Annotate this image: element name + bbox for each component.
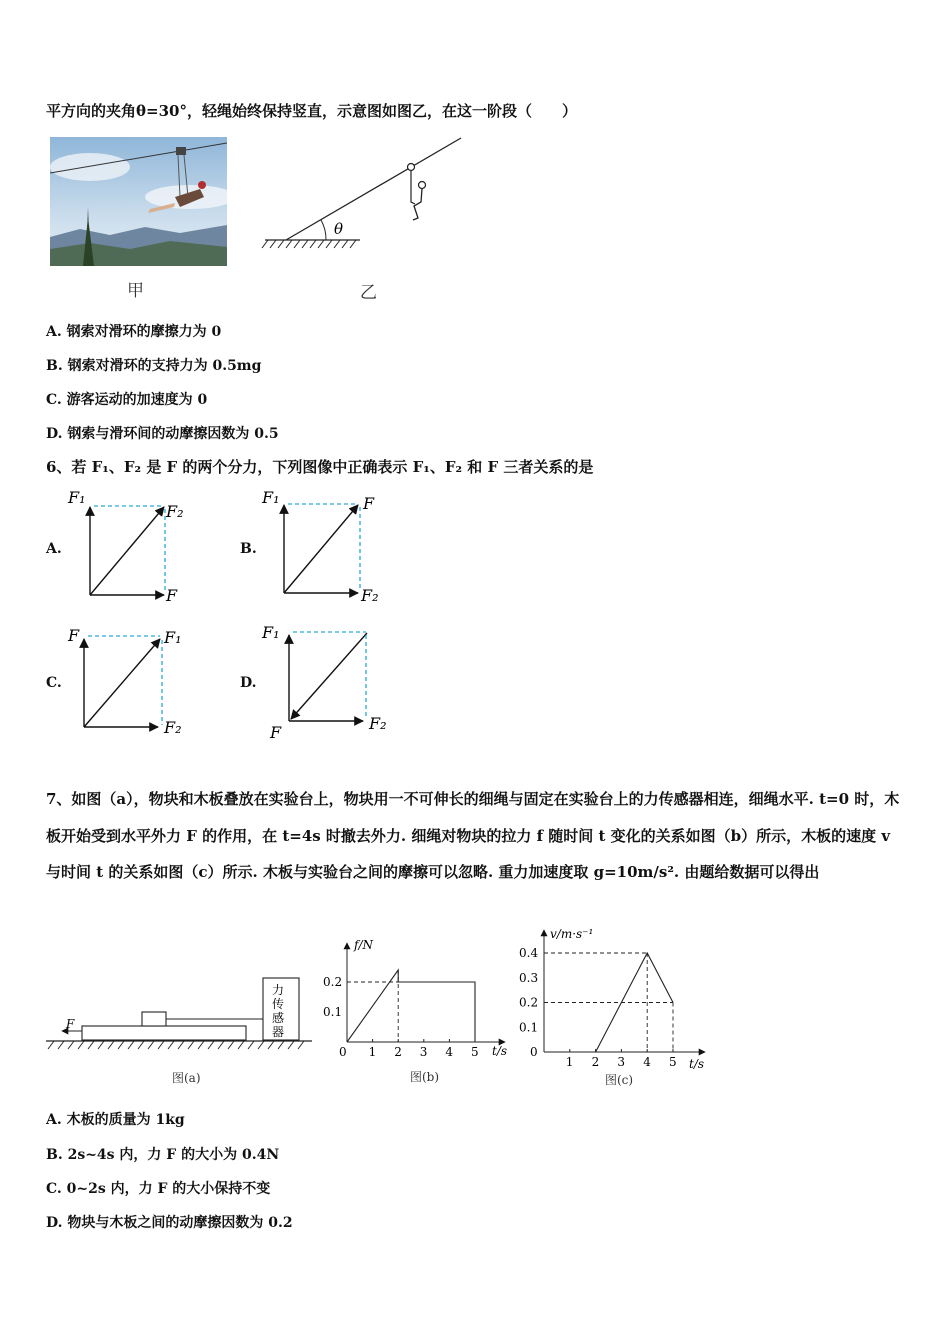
b-top-left-label: F₁ <box>262 488 280 507</box>
d-bottom-right-label: F₂ <box>369 714 387 733</box>
fig-b-xtick: 3 <box>419 1045 428 1059</box>
diagram-d <box>261 623 387 742</box>
vector-diagrams <box>60 485 400 750</box>
sensor-char-3: 感 <box>272 1011 285 1025</box>
fig-c-ytick: 0.2 <box>519 995 539 1010</box>
q6-label-b: B. <box>240 541 257 557</box>
q7-stem <box>46 781 908 891</box>
fig-b-ylabel: f/N <box>354 938 373 952</box>
a-top-left-label: F₁ <box>68 488 86 507</box>
fig-b-xtick: 2 <box>394 1045 402 1059</box>
a-top-right-label: F₂ <box>166 502 184 521</box>
fig-b-xtick: 0 <box>339 1045 347 1059</box>
fig-b-chart <box>320 935 515 1087</box>
q7-option-b: B. 2s~4s 内，力 F 的大小为 0.4N <box>46 1147 280 1163</box>
c-bottom-right-label: F₂ <box>164 718 182 737</box>
sensor-char-4: 器 <box>272 1025 285 1039</box>
q5-option-a: A. 钢索对滑环的摩擦力为 0 <box>46 324 222 340</box>
fig-b-xlabel: t/s <box>492 1044 508 1058</box>
fig-b-series <box>347 970 475 1042</box>
q5-stem-tail: 平方向的夹角θ=30°，轻绳始终保持竖直，示意图如图乙，在这一阶段（ ） <box>46 102 577 120</box>
fig-c-ytick: 0.3 <box>519 970 539 985</box>
d-top-left-label: F₁ <box>262 623 280 642</box>
q6-label-c: C. <box>46 675 62 691</box>
d-bottom-left-label: F <box>270 723 282 742</box>
a-bottom-right-label: F <box>166 586 178 605</box>
zipline-photo <box>50 137 227 266</box>
fig-c-ytick: 0.1 <box>519 1020 539 1035</box>
fig-b-xtick: 5 <box>471 1045 479 1059</box>
fig-a-caption: 图(a) <box>172 1071 201 1085</box>
fig-c-caption: 图(c) <box>605 1073 634 1087</box>
q5-option-c: C. 游客运动的加速度为 0 <box>46 392 208 408</box>
b-top-right-label: F <box>363 494 375 513</box>
fig-jia-caption: 甲 <box>127 281 144 301</box>
fig-c-xlabel: t/s <box>689 1057 705 1071</box>
c-top-right-label: F₁ <box>164 628 182 647</box>
diagram-b <box>261 488 379 605</box>
fig-c-xtick: 3 <box>617 1055 626 1069</box>
q7-option-c: C. 0~2s 内，力 F 的大小保持不变 <box>46 1181 271 1197</box>
b-bottom-right-label: F₂ <box>361 586 379 605</box>
fig-b-xtick: 1 <box>368 1045 377 1059</box>
q6-label-a: A. <box>46 541 62 557</box>
sensor-char-2: 传 <box>272 997 285 1011</box>
fig-c-chart <box>515 920 715 1090</box>
fig-b-xtick: 4 <box>445 1045 454 1059</box>
q6-label-d: D. <box>240 675 257 691</box>
diagram-a <box>67 488 184 605</box>
q7-option-d: D. 物块与木板之间的动摩擦因数为 0.2 <box>46 1215 293 1231</box>
fig-b-ytick: 0.2 <box>323 975 343 989</box>
fig-c-xtick: 5 <box>669 1055 677 1069</box>
fig-c-xtick: 2 <box>591 1055 600 1069</box>
q6-stem: 6、若 F₁、F₂ 是 F 的两个分力，下列图像中正确表示 F₁、F₂ 和 F 三者关系的是 <box>46 458 594 476</box>
q5-option-d: D. 钢索与滑环间的动摩擦因数为 0.5 <box>46 426 279 442</box>
diagram-c <box>67 626 182 737</box>
fig-yi-caption: 乙 <box>360 283 377 303</box>
fig-c-xtick: 1 <box>565 1055 574 1069</box>
fig-b-ytick: 0.1 <box>323 1005 343 1019</box>
fig-a-apparatus <box>40 970 320 1090</box>
q7-option-a: A. 木板的质量为 1kg <box>46 1112 185 1128</box>
fig-b-caption: 图(b) <box>410 1070 440 1084</box>
fig-c-xtick: 4 <box>643 1055 651 1069</box>
q5-option-b: B. 钢索对滑环的支持力为 0.5mg <box>46 358 262 374</box>
force-label: F <box>66 1017 75 1031</box>
incline-diagram <box>258 130 468 255</box>
theta-label: θ <box>334 220 344 238</box>
fig-c-ylabel: v/m·s⁻¹ <box>550 927 594 941</box>
fig-c-ytick: 0.4 <box>519 946 539 960</box>
c-top-left-label: F <box>68 626 80 645</box>
fig-c-ytick: 0 <box>530 1045 538 1059</box>
q7-stem-text: 7、如图（a），物块和木板叠放在实验台上，物块用一不可伸长的细绳与固定在实验台上的力传感器相连，细绳水平. t=0 时，木板开始受到水平外力 F 的作用，在 t=4s 时撤去外力. 细绳对物块的拉力 f 随时间 t 变化的关系如图（b）所示，木板的速度 v 与时间 t 的关系如图（c）所示. 木板与实验台之间的摩擦可以忽略. 重力加速度取 g=10m/s². 由题给数据可以得出 <box>46 790 900 881</box>
sensor-char-1: 力 <box>272 983 285 997</box>
